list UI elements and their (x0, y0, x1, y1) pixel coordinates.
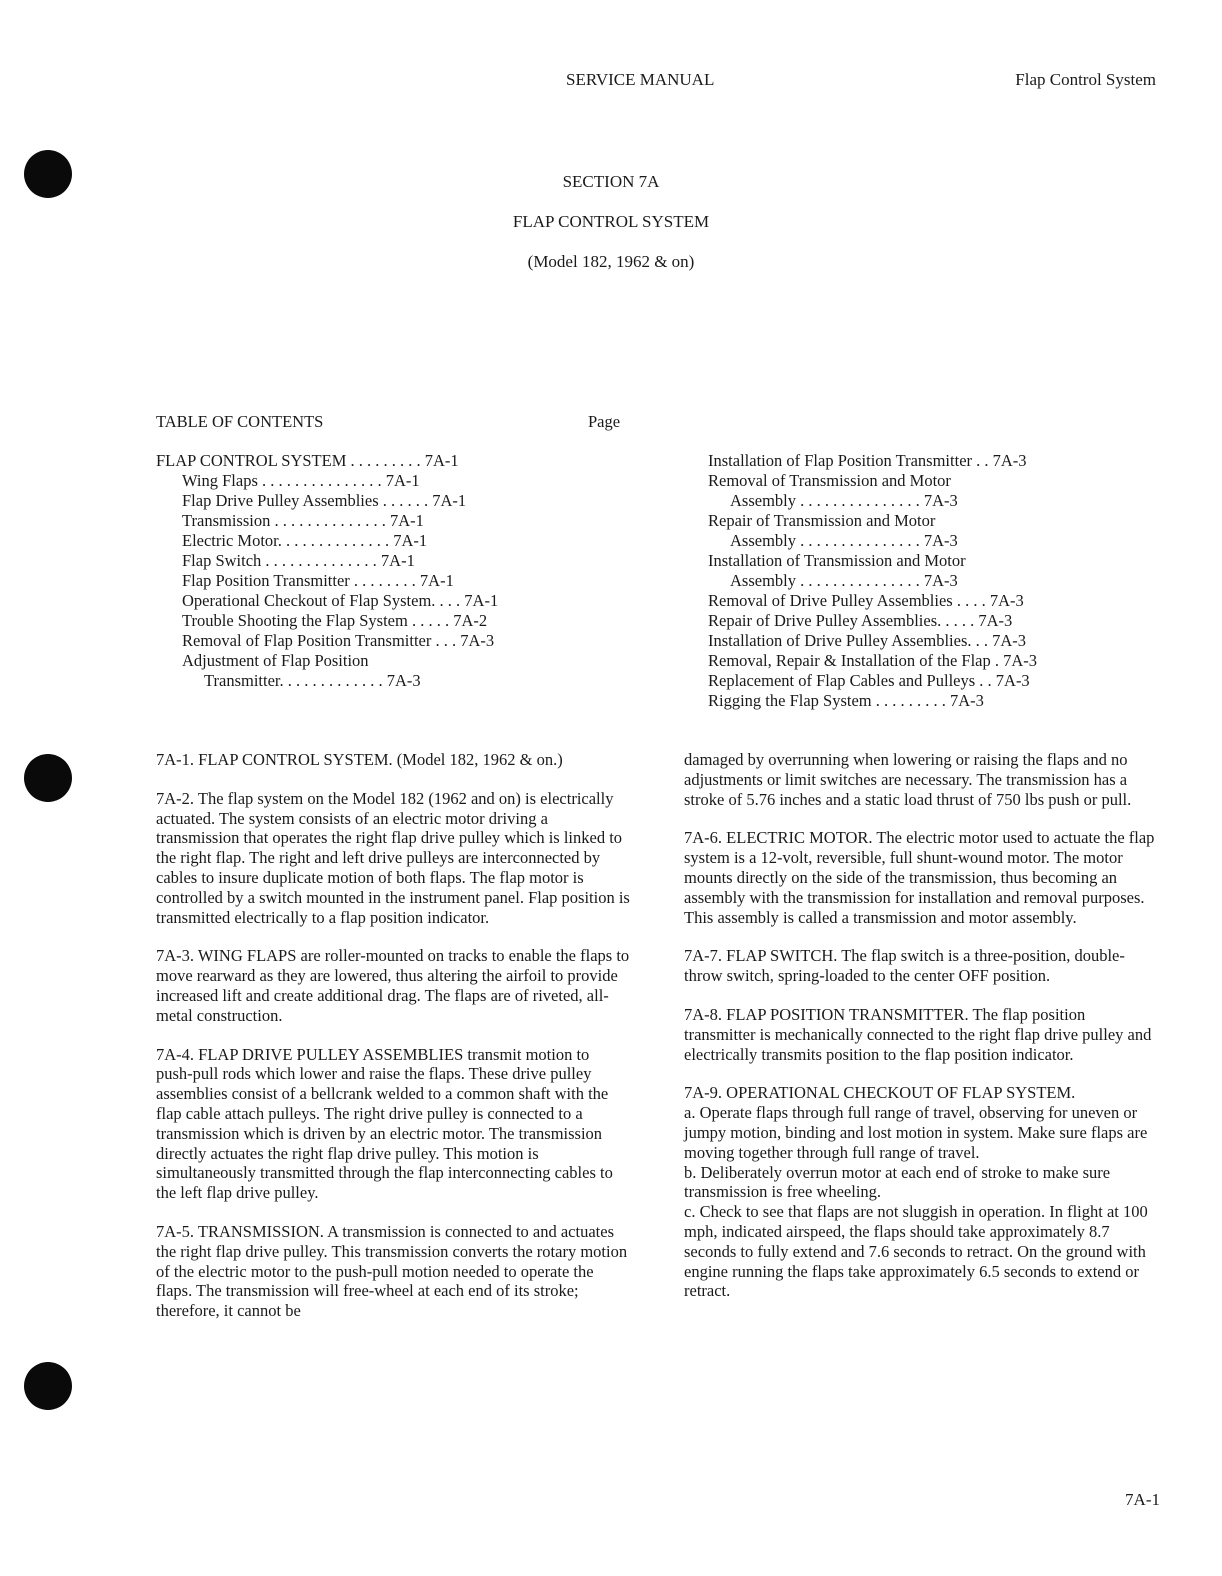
toc-entry[interactable]: Assembly . . . . . . . . . . . . . . . 7A-3 (730, 491, 958, 510)
paragraph-7A-9: 7A-9. OPERATIONAL CHECKOUT OF FLAP SYSTEM. (684, 1083, 1076, 1103)
paragraph-7A-6: 7A-6. ELECTRIC MOTOR. The electric motor used to actuate the flap system is a 12-volt, reversible, full shunt-wound motor. The motor mounts directly on the side of the transmission, thus becoming an assembly with the transmission for installation and removal purposes. This assembly is called a transmission and motor assembly. (684, 828, 1155, 927)
toc-entry[interactable]: Removal of Drive Pulley Assemblies . . . . 7A-3 (708, 591, 1024, 610)
toc-entry[interactable]: Flap Position Transmitter . . . . . . . . 7A-1 (182, 571, 454, 590)
toc-entry[interactable]: Rigging the Flap System . . . . . . . . . 7A-3 (708, 691, 984, 710)
header-section-name: Flap Control System (1015, 70, 1156, 89)
toc-entry[interactable]: Operational Checkout of Flap System. . . . 7A-1 (182, 591, 499, 610)
toc-entry[interactable]: Removal, Repair & Installation of the Flap . 7A-3 (708, 651, 1038, 670)
page-number: 7A-1 (1125, 1490, 1160, 1509)
toc-entry[interactable]: Removal of Transmission and Motor (708, 471, 951, 490)
toc-entry[interactable]: Transmission . . . . . . . . . . . . . . 7A-1 (182, 511, 424, 530)
toc-entry[interactable]: Assembly . . . . . . . . . . . . . . . 7A-3 (730, 531, 958, 550)
toc-entry[interactable]: Flap Switch . . . . . . . . . . . . . . 7A-1 (182, 551, 415, 570)
body-left-column (156, 750, 630, 1340)
header-manual: SERVICE MANUAL (566, 70, 715, 89)
toc-entry[interactable]: Flap Drive Pulley Assemblies . . . . . . 7A-1 (182, 491, 467, 510)
section-number: SECTION 7A (562, 172, 660, 191)
binder-hole-bottom (24, 1362, 72, 1410)
toc-entry[interactable]: Adjustment of Flap Position (182, 651, 369, 670)
toc-entry[interactable]: Repair of Transmission and Motor (708, 511, 936, 530)
toc-entry[interactable]: Electric Motor. . . . . . . . . . . . . . 7A-1 (182, 531, 428, 550)
section-title: FLAP CONTROL SYSTEM (512, 212, 710, 231)
toc-entry[interactable]: Assembly . . . . . . . . . . . . . . . 7A-3 (730, 571, 958, 590)
section-model: (Model 182, 1962 & on) (527, 252, 695, 271)
paragraph-7A-4: 7A-4. FLAP DRIVE PULLEY ASSEMBLIES transmit motion to push-pull rods which lower and raise the flaps. These drive pulley assemblies consist of a bellcrank welded to a common shaft with the flap cable attach pulleys. The right drive pulley is connected to a transmission which is driven by an electric motor. The transmission directly actuates the right flap drive pulley. This motion is simultaneously transmitted through the flap interconnecting cables to the left flap drive pulley. (156, 1044, 613, 1203)
body-right-column (684, 750, 1158, 1301)
paragraph-7A-8: 7A-8. FLAP POSITION TRANSMITTER. The flap position transmitter is mechanically connected to the right flap drive pulley and electrically transmits position to the flap position indicator. (684, 1004, 1152, 1064)
toc-entry[interactable]: Installation of Drive Pulley Assemblies. . . 7A-3 (708, 631, 1027, 650)
paragraph-7A-7: 7A-7. FLAP SWITCH. The flap switch is a three-position, double-throw switch, spring-loaded to the center OFF position. (684, 946, 1125, 986)
toc-page-label: Page (588, 412, 621, 431)
toc-heading: TABLE OF CONTENTS (156, 412, 324, 431)
toc-entry[interactable]: Repair of Drive Pulley Assemblies. . . . . 7A-3 (708, 611, 1013, 630)
toc-entry[interactable]: Trouble Shooting the Flap System . . . . . 7A-2 (182, 611, 488, 630)
toc-entry[interactable]: Installation of Flap Position Transmitter . . 7A-3 (708, 451, 1027, 470)
checkout-step-a: a. Operate flaps through full range of travel, observing for uneven or jumpy motion, binding and lost motion in system. Make sure flaps are moving together through full range of travel. (684, 1103, 1148, 1162)
checkout-step-c: c. Check to see that flaps are not sluggish in operation. In flight at 100 mph, indicated airspeed, the flaps should take approximately 8.7 seconds to fully extend and 7.6 seconds to retract. On the ground with engine running the flaps take approximately 6.5 seconds to extend or retract. (684, 1202, 1148, 1301)
toc-entry[interactable]: Installation of Transmission and Motor (708, 551, 966, 570)
toc-entry[interactable]: Wing Flaps . . . . . . . . . . . . . . . 7A-1 (182, 471, 420, 490)
toc-entry[interactable]: Removal of Flap Position Transmitter . . . 7A-3 (182, 631, 495, 650)
paragraph-7A-5-cont: damaged by overrunning when lowering or raising the flaps and no adjustments or limit switches are necessary. The transmission has a stroke of 5.76 inches and a static load thrust of 750 lbs push or pull. (684, 750, 1132, 809)
paragraph-7A-3: 7A-3. WING FLAPS are roller-mounted on tracks to enable the flaps to move rearward as they are lowered, thus altering the airfoil to provide increased lift and create additional drag. The flaps are of riveted, all-metal construction. (156, 946, 630, 1025)
paragraph-7A-1: 7A-1. FLAP CONTROL SYSTEM. (Model 182, 1962 & on.) (156, 750, 563, 769)
checkout-step-b: b. Deliberately overrun motor at each end of stroke to make sure transmission is free wheeling. (684, 1162, 1111, 1202)
paragraph-7A-2: 7A-2. The flap system on the Model 182 (1962 and on) is electrically actuated. The system consists of an electric motor driving a transmission that operates the right flap drive pulley which is linked to the right flap. The right and left drive pulleys are interconnected by cables to insure duplicate motion of both flaps. The flap motor is controlled by a switch mounted in the instrument panel. Flap position is transmitted electrically to a flap position indicator. (156, 788, 630, 927)
toc-entry[interactable]: Transmitter. . . . . . . . . . . . . 7A-3 (204, 671, 421, 690)
toc-entry[interactable]: Replacement of Flap Cables and Pulleys . . 7A-3 (708, 671, 1030, 690)
binder-hole-middle (24, 754, 72, 802)
paragraph-7A-5: 7A-5. TRANSMISSION. A transmission is connected to and actuates the right flap drive pulley. This transmission converts the rotary motion of the electric motor to the push-pull motion needed to operate the flaps. The transmission will free-wheel at each end of its stroke; therefore, it cannot be (156, 1221, 628, 1321)
toc-entry[interactable]: FLAP CONTROL SYSTEM . . . . . . . . . 7A-1 (156, 451, 459, 470)
